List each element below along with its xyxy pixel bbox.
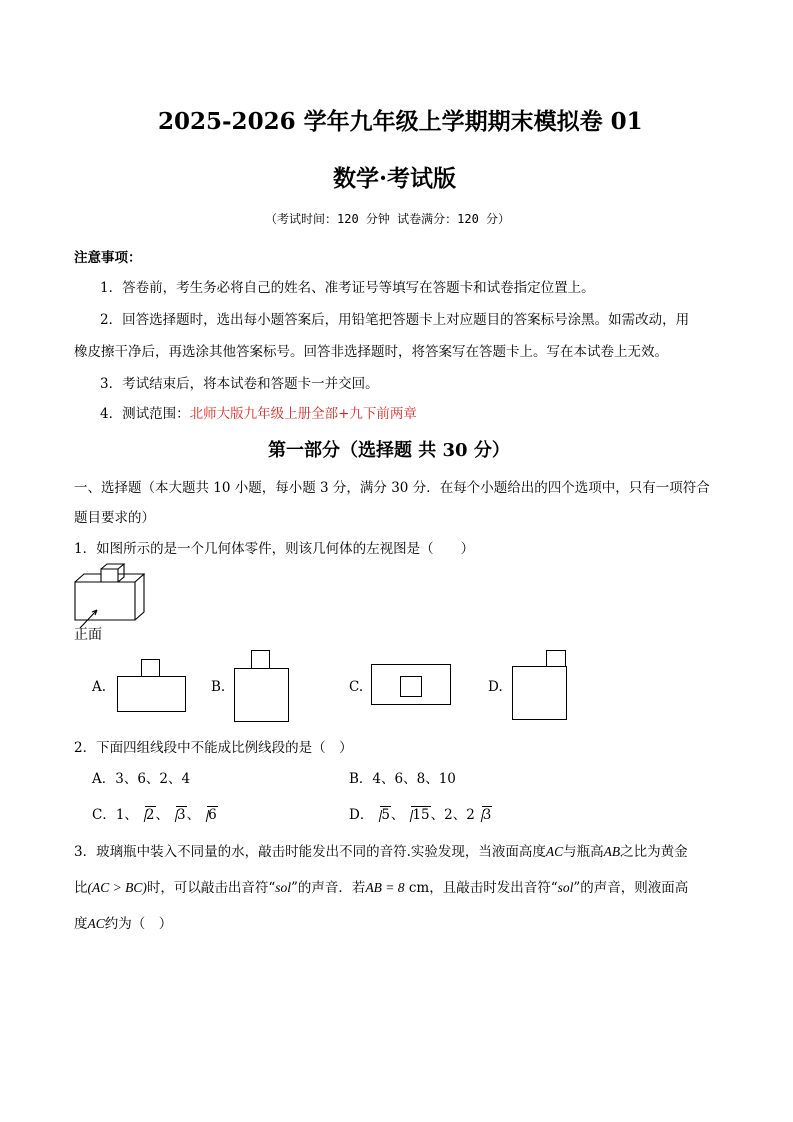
page-subtitle: 数学·考试版 bbox=[333, 165, 457, 192]
notice-item-3: 3．考试结束后，将本试卷和答题卡一并交回。 bbox=[100, 376, 379, 392]
section-title: 第一部分（选择题 共 30 分） bbox=[268, 440, 510, 461]
q2-option-a[interactable]: A．3、6、2、4 bbox=[92, 771, 191, 787]
q2-option-c-prefix: C．1、 bbox=[92, 807, 138, 823]
option-d-top bbox=[546, 650, 566, 667]
q2-option-d-prefix: D． bbox=[349, 807, 374, 823]
q2-option-c[interactable]: C．1、 2、 3、 6 bbox=[92, 807, 217, 823]
q2-option-d[interactable]: D． 5、 15、2、2 3 bbox=[349, 807, 492, 823]
question-3-line-1: 3．玻璃瓶中装入不同量的水，敲击时能发出不同的音符.实验发现，当液面高度AC与瓶高AB之比为黄金 bbox=[74, 844, 688, 860]
sqrt-3-d: 3 bbox=[475, 807, 493, 823]
section-intro-2: 题目要求的） bbox=[74, 510, 155, 526]
page-title: 2025-2026 学年九年级上学期期末模拟卷 01 bbox=[158, 108, 643, 135]
front-label: 正面 bbox=[74, 627, 102, 643]
scope-label: 4．测试范围： bbox=[100, 406, 190, 422]
option-b-base bbox=[234, 668, 289, 722]
option-b-top bbox=[251, 650, 270, 669]
sqrt-6: 6 bbox=[200, 807, 218, 823]
option-d-label[interactable]: D. bbox=[488, 679, 503, 695]
sqrt-5: 5 bbox=[373, 807, 391, 823]
question-3-line-3: 度AC约为（ ） bbox=[74, 916, 173, 932]
notice-item-2: 2．回答选择题时，选出每小题答案后，用铅笔把答题卡上对应题目的答案标号涂黑。如需改动，用 bbox=[100, 312, 690, 328]
section-intro-1: 一、选择题（本大题共 10 小题，每小题 3 分，满分 30 分．在每个小题给出的四个选项中，只有一项符合 bbox=[74, 480, 710, 496]
sqrt-2: 2 bbox=[138, 807, 156, 823]
option-b-label[interactable]: B. bbox=[211, 679, 226, 695]
exam-meta: （考试时间：120 分钟 试卷满分：120 分） bbox=[265, 212, 511, 226]
option-a-top bbox=[141, 659, 160, 677]
option-c-inner bbox=[400, 676, 422, 697]
sqrt-3: 3 bbox=[169, 807, 187, 823]
notice-item-4 bbox=[100, 402, 417, 422]
notice-heading: 注意事项： bbox=[74, 250, 142, 266]
sqrt-15: 15 bbox=[404, 807, 430, 823]
option-a-base bbox=[117, 676, 186, 712]
scope-value: 北师大版九年级上册全部+九下前两章 bbox=[189, 406, 417, 422]
q2-option-b[interactable]: B．4、6、8、10 bbox=[349, 771, 456, 787]
question-2-stem: 2．下面四组线段中不能成比例线段的是（ ） bbox=[74, 740, 353, 756]
notice-item-2-cont: 橡皮擦干净后，再选涂其他答案标号。回答非选择题时，将答案写在答题卡上。写在本试卷上无效。 bbox=[74, 344, 668, 360]
option-d-base bbox=[512, 666, 567, 720]
notice-item-1: 1．答卷前，考生务必将自己的姓名、准考证号等填写在答题卡和试卷指定位置上。 bbox=[100, 280, 595, 296]
question-1-stem: 1．如图所示的是一个几何体零件，则该几何体的左视图是（ ） bbox=[74, 541, 475, 557]
option-c-label[interactable]: C. bbox=[349, 679, 364, 695]
option-a-label[interactable]: A. bbox=[92, 679, 107, 695]
question-3-line-2: 比(AC > BC)时，可以敲击出音符“sol”的声音．若AB = 8 cm，且敲击时发出音符“sol”的声音，则液面高 bbox=[74, 880, 689, 896]
